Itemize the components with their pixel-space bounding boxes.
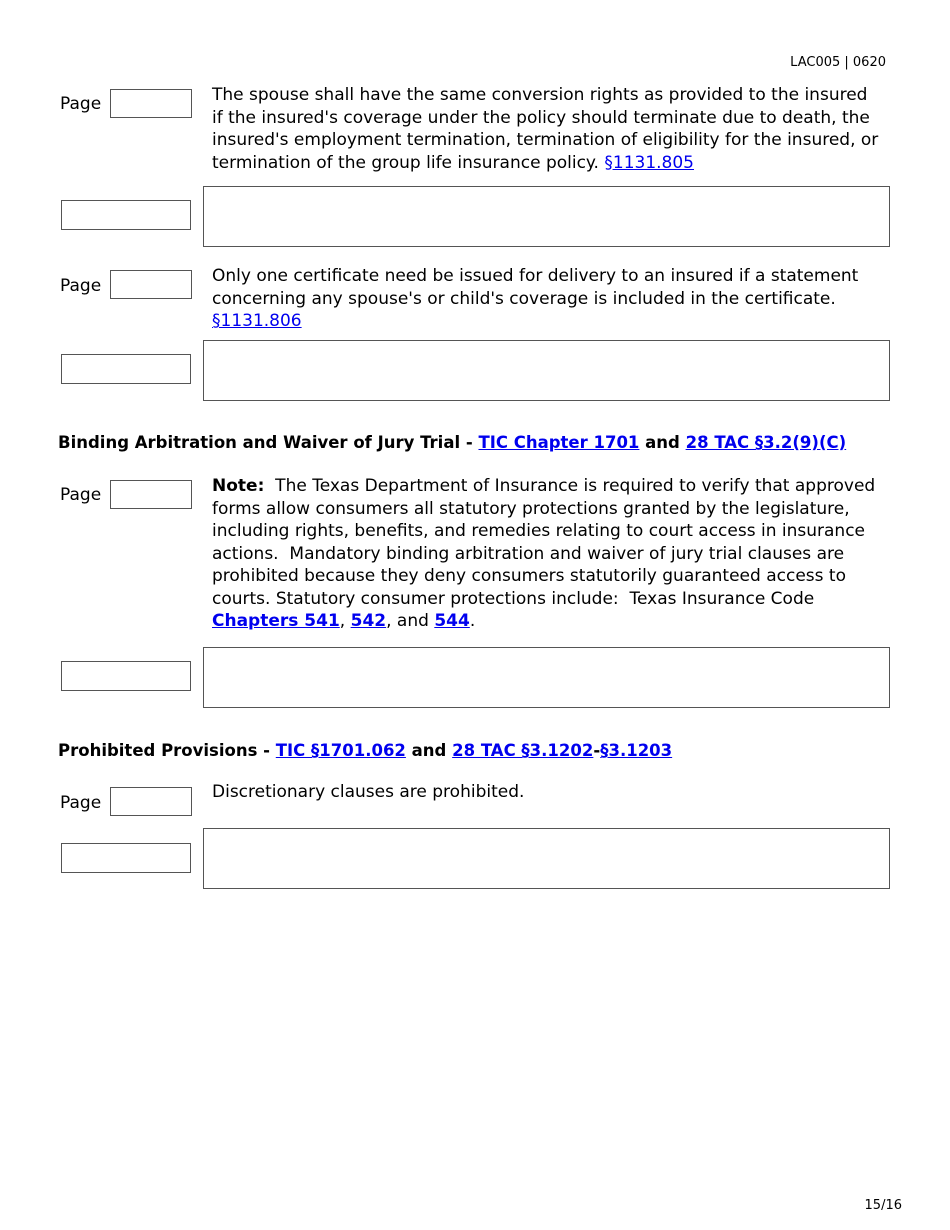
page-number-input[interactable] [110, 89, 192, 118]
page-number-input[interactable] [110, 480, 192, 509]
comment-box[interactable] [203, 186, 890, 247]
chapter-542-link[interactable]: 542 [350, 611, 387, 631]
tac-3-1202-link[interactable]: 28 TAC §3.1202 [452, 741, 594, 760]
reference-input[interactable] [61, 843, 191, 873]
tic-1701-062-link[interactable]: TIC §1701.062 [275, 741, 406, 760]
chapter-544-link[interactable]: 544 [434, 611, 470, 631]
tic-chapter-1701-link[interactable]: TIC Chapter 1701 [478, 433, 640, 452]
conversion-rights-text: The spouse shall have the same conversion rights as provided to the insured if the insured's coverage under the policy should terminate due to death, the insured's employment termination, termination of eligibility for the insured, or termination of the group life insurance policy. §1131.805 [212, 85, 879, 173]
chapters-541-link[interactable]: Chapters 541 [212, 611, 340, 631]
binding-arbitration-heading: Binding Arbitration and Waiver of Jury Trial - TIC Chapter 1701 and 28 TAC §3.2(9)(C) [58, 433, 847, 452]
page-label: Page [60, 276, 102, 296]
binding-arbitration-note: Note: The Texas Department of Insurance is required to verify that approved forms allow consumers all statutory protections granted by the legislature, including rights, benefits, and remedies relating to court access in insurance actions. Mandatory binding arbitration and waiver of jury trial clauses are prohibited because they deny consumers statutorily guaranteed access to courts. Statutory consumer protections include: Texas Insurance Code Chapters 541, 542, and 544. [212, 476, 881, 631]
section-1131-806-link[interactable]: §1131.806 [212, 311, 302, 331]
prohibited-provisions-heading: Prohibited Provisions - TIC §1701.062 and 28 TAC §3.1202-§3.1203 [58, 741, 673, 760]
page-label: Page [60, 485, 102, 505]
reference-input[interactable] [61, 354, 191, 384]
page-label: Page [60, 94, 102, 114]
form-id: LAC005 | 0620 [790, 55, 886, 70]
page-label: Page [60, 793, 102, 813]
page-number-input[interactable] [110, 787, 192, 816]
single-certificate-text: Only one certificate need be issued for delivery to an insured if a statement concerning any spouse's or child's coverage is included in the certificate. §1131.806 [212, 266, 859, 331]
page-number: 15/16 [864, 1198, 902, 1213]
section-1131-805-link[interactable]: §1131.805 [604, 152, 694, 173]
discretionary-clauses-text: Discretionary clauses are prohibited. [212, 782, 525, 802]
page-number-input[interactable] [110, 270, 192, 299]
comment-box[interactable] [203, 340, 890, 401]
comment-box[interactable] [203, 647, 890, 708]
reference-input[interactable] [61, 661, 191, 691]
reference-input[interactable] [61, 200, 191, 230]
comment-box[interactable] [203, 828, 890, 889]
tac-3-1203-link[interactable]: §3.1203 [600, 741, 673, 760]
tac-3-2-9-c-link[interactable]: 28 TAC §3.2(9)(C) [685, 433, 847, 452]
